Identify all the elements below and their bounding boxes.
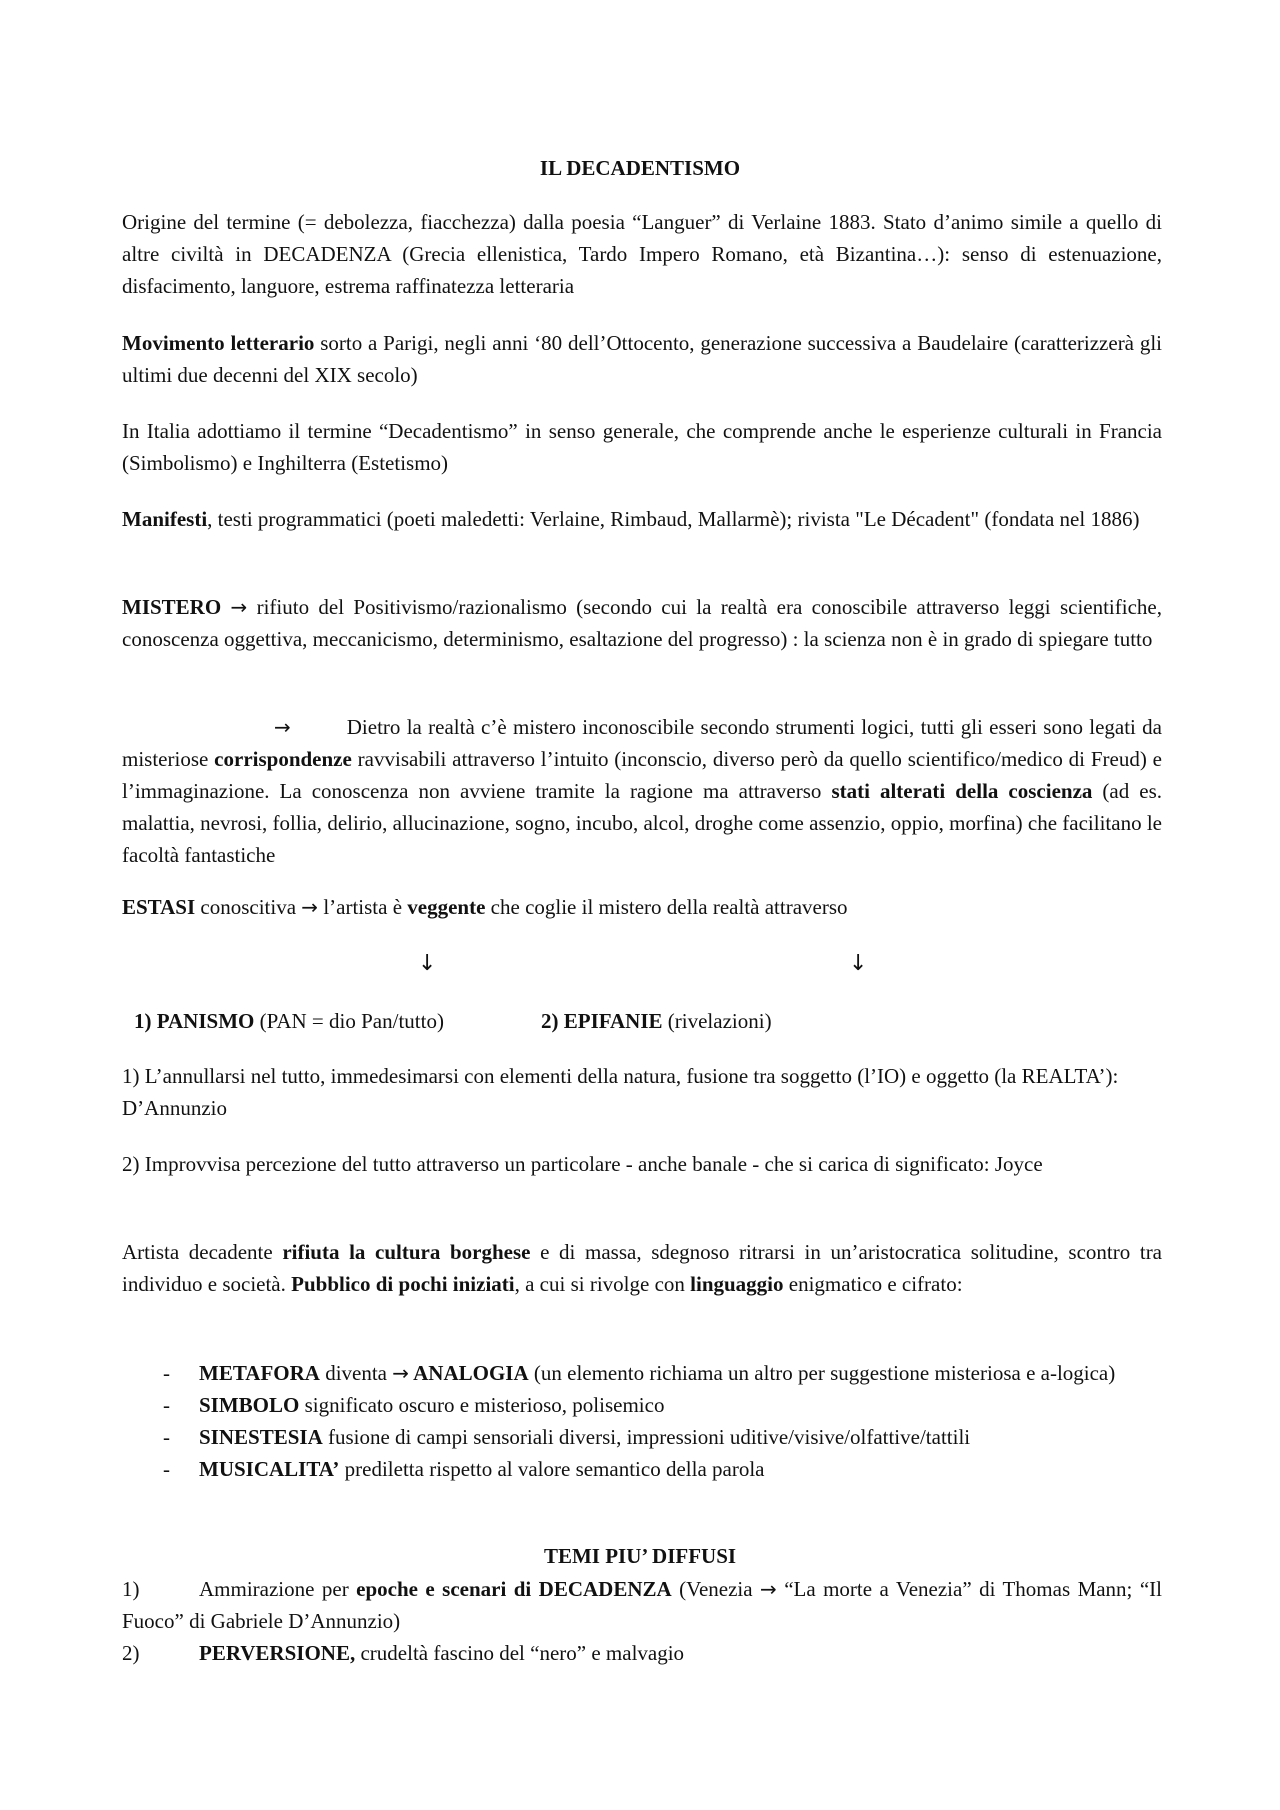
bold-term: rifiuta la cultura borghese [282,1240,531,1264]
theme-number: 2) [122,1641,140,1665]
paragraph-movement [122,327,1162,391]
bold-term: 2) EPIFANIE [541,1009,663,1033]
paragraph-text: (Venezia [671,1577,760,1601]
bold-term: veggente [407,895,486,919]
theme-item [122,1637,1162,1669]
paragraph-ecstasy [122,891,1162,923]
bold-term: SIMBOLO [199,1393,300,1417]
right-arrow-icon: → [230,595,248,619]
paragraph-text: , a cui si rivolge con [514,1272,691,1296]
theme-text [122,1637,1162,1669]
theme-number: 1) [122,1577,140,1601]
right-arrow-icon: → [392,1361,410,1385]
paragraph-text: enigmatico e cifrato: [783,1272,963,1296]
paragraph-text: prediletta rispetto al valore semantico della parola [339,1457,765,1481]
right-arrow-icon: → [301,895,319,919]
bold-term: PERVERSIONE, [199,1641,356,1665]
paragraph-correspondences [122,711,1162,871]
paragraph-text: (un elemento richiama un altro per suggestione misteriosa e a-logica) [528,1361,1116,1385]
paragraph-text: (rivelazioni) [662,1009,772,1033]
paragraph-text: sorto a Parigi, negli anni ‘80 dell’Ottocento, generazione successiva a Baudelaire (caratterizzerà gli ultimi due decenni del XIX secolo) [122,331,1162,387]
paragraph-text: crudeltà fascino del “nero” e malvagio [355,1641,685,1665]
list-item [122,1357,1162,1389]
list-item [122,1389,1162,1421]
bold-term: stati alterati della coscienza [831,779,1093,803]
bold-term: Pubblico di pochi iniziati [291,1272,515,1296]
list-item [122,1453,1162,1485]
bold-term: ANALOGIA [409,1361,529,1385]
list-dash: - [163,1425,170,1449]
list-dash: - [163,1393,170,1417]
down-arrow-icon: ↓ [849,951,868,976]
bold-term: SINESTESIA [199,1425,323,1449]
bold-term: corrispondenze [214,747,352,771]
paragraph-italy: In Italia adottiamo il termine “Decadentismo” in senso generale, che comprende anche le esperienze culturali in Francia (Simbolismo) e Inghilterra (Estetismo) [122,419,1162,475]
paragraph-text: “La morte a Venezia” di Thomas Mann; “Il Fuoco” di Gabriele D’Annunzio) [122,1577,1162,1633]
branch-epifanie [541,1005,772,1037]
paragraph-text: , testi programmatici (poeti maledetti: Verlaine, Rimbaud, Mallarmè); rivista "Le Décadent" (fondata nel 1886) [207,507,1140,531]
bold-term: METAFORA [199,1361,320,1385]
right-arrow-icon: → [274,715,291,739]
bold-term: Manifesti [122,507,208,531]
paragraph-text: (ad es. malattia, nevrosi, follia, delirio, allucinazione, sogno, incubo, alcol, droghe come assenzio, oppio, morfina) che facilitano le facoltà fantastiche [122,779,1162,867]
paragraph-artist [122,1236,1162,1300]
bold-term: epoche e scenari di DECADENZA [356,1577,672,1601]
paragraph-mystery [122,591,1162,655]
bold-term: 1) PANISMO [134,1009,255,1033]
bold-term: MUSICALITA’ [199,1457,340,1481]
paragraph-text: (PAN = dio Pan/tutto) [254,1009,444,1033]
list-dash: - [163,1457,170,1481]
page-title: IL DECADENTISMO [539,156,741,180]
bold-term: linguaggio [690,1272,784,1296]
paragraph-text: che coglie il mistero della realtà attraverso [485,895,848,919]
down-arrow-icon: ↓ [418,951,437,976]
section-subtitle: TEMI PIU’ DIFFUSI [543,1544,737,1568]
paragraph-text: e di massa, sdegnoso ritrarsi in un’aristocratica solitudine, scontro tra individuo e società. [122,1240,1163,1296]
list-dash: - [163,1361,170,1385]
theme-item [122,1573,1162,1637]
paragraph-origin: Origine del termine (= debolezza, fiacchezza) dalla poesia “Languer” di Verlaine 1883. Stato d’animo simile a quello di altre civiltà in DECADENZA (Grecia ellenistica, Tardo Impero Romano, età Bizantina…): senso di estenuazione, disfacimento, languore, estrema raffinatezza letteraria [122,210,1162,298]
paragraph-text: conoscitiva [195,895,302,919]
paragraph-panismo-def: 1) L’annullarsi nel tutto, immedesimarsi con elementi della natura, fusione tra soggetto (l’IO) e oggetto (la REALTA’): D’Annunzio [122,1064,1119,1120]
paragraph-text: significato oscuro e misterioso, polisemico [299,1393,665,1417]
paragraph-text: l’artista è [318,895,408,919]
paragraph-text: Dietro la realtà c’è mistero inconoscibile secondo strumenti logici, tutti gli esseri sono legati da misteriose [122,715,1162,771]
figures-list [122,1357,1162,1485]
right-arrow-icon: → [760,1577,777,1601]
theme-text [122,1573,1162,1637]
list-item [122,1421,1162,1453]
paragraph-text: rifiuto del Positivismo/razionalismo (secondo cui la realtà era conoscibile attraverso leggi scientifiche, conoscenza oggettiva, meccanicismo, determinismo, esaltazione del progresso) : la scienza non è in grado di spiegare tutto [122,595,1162,651]
paragraph-text: ravvisabili attraverso l’intuito (inconscio, diverso però da quello scientifico/medico di Freud) e l’immaginazione. La conoscenza non avviene tramite la ragione ma attraverso [122,747,1162,803]
paragraph-text: diventa [319,1361,393,1385]
paragraph-text: fusione di campi sensoriali diversi, impressioni uditive/visive/olfattive/tattili [322,1425,971,1449]
bold-term: MISTERO [122,595,222,619]
paragraph-text: Ammirazione per [199,1577,357,1601]
bold-term: Movimento letterario [122,331,315,355]
paragraph-manifests [122,503,1162,535]
paragraph-epifanie-def: 2) Improvvisa percezione del tutto attraverso un particolare - anche banale - che si carica di significato: Joyce [122,1152,1043,1176]
paragraph-text: Artista decadente [122,1240,283,1264]
branch-panismo [134,1005,444,1037]
bold-term: ESTASI [122,895,196,919]
